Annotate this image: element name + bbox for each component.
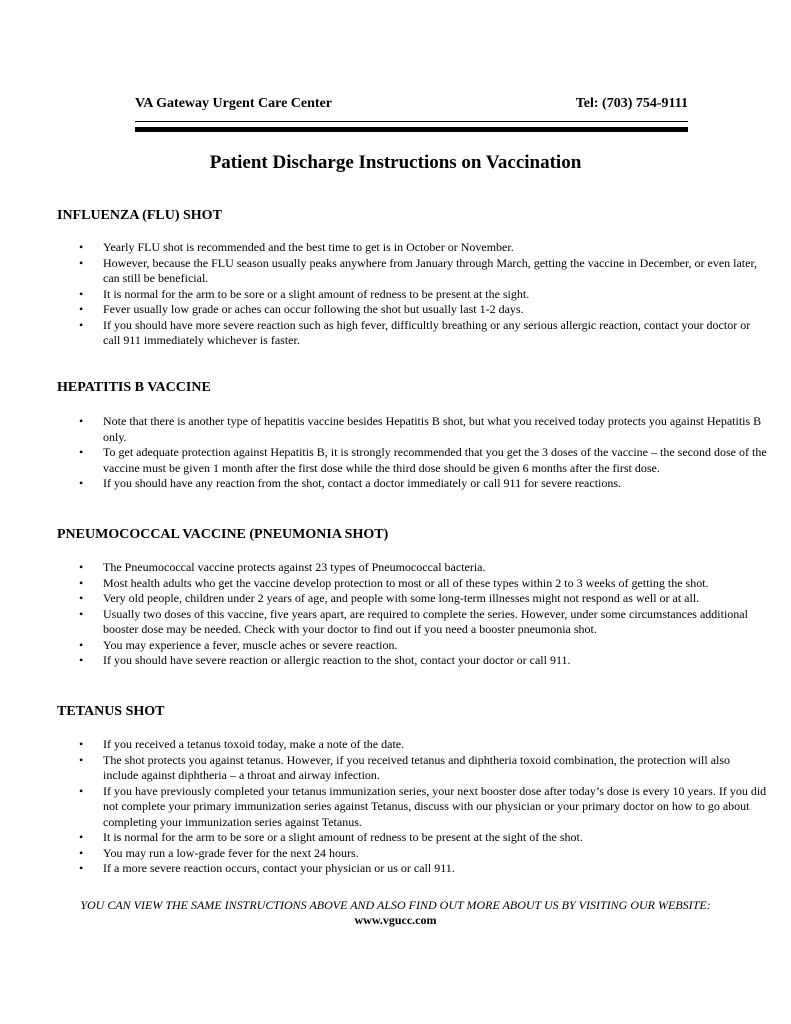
bullet-icon: • xyxy=(79,830,84,844)
bullet-icon: • xyxy=(79,414,84,428)
bullet-icon: • xyxy=(79,575,84,590)
list-item-text: If you have previously completed your tetanus immunization series, your next booster dose after today’s dose is every 10 years. If you did not complete your primary immunization series against Tetanus, discuss with our physician or your primary doctor on how to go about completing your immunization series against Tetanus. xyxy=(103,783,767,829)
bullet-icon: • xyxy=(79,255,84,270)
list-item-text: However, because the FLU season usually peaks anywhere from January through March, getting the vaccine in December, or even later, can still be beneficial. xyxy=(103,255,757,285)
bullet-icon: • xyxy=(79,591,84,605)
clinic-name: VA Gateway Urgent Care Center xyxy=(135,96,332,111)
bullet-icon: • xyxy=(79,653,84,667)
bullet-icon: • xyxy=(79,560,84,574)
bullet-icon: • xyxy=(79,445,84,459)
bullet-list xyxy=(57,560,767,669)
list-item xyxy=(57,653,767,669)
header-rule-thin xyxy=(135,121,688,122)
list-item xyxy=(57,737,767,753)
list-item xyxy=(57,861,767,877)
header-rule-thick xyxy=(135,127,688,132)
list-item-text: Fever usually low grade or aches can occur following the shot but usually last 1-2 days. xyxy=(103,302,524,316)
footer-note: YOU CAN VIEW THE SAME INSTRUCTIONS ABOVE AND ALSO FIND OUT MORE ABOUT US BY VISITING OUR WEBSITE: xyxy=(80,898,711,912)
bullet-list xyxy=(57,737,767,877)
list-item-text: You may run a low-grade fever for the next 24 hours. xyxy=(103,845,359,860)
list-item-text: You may experience a fever, muscle aches or severe reaction. xyxy=(103,637,398,652)
list-item xyxy=(57,753,767,784)
list-item xyxy=(57,240,767,256)
list-item xyxy=(57,638,767,654)
list-item xyxy=(57,287,767,303)
list-item xyxy=(57,318,767,349)
section-heading: PNEUMOCOCCAL VACCINE (PNEUMONIA SHOT) xyxy=(57,527,389,542)
bullet-list xyxy=(57,240,767,349)
section-heading: TETANUS SHOT xyxy=(57,704,165,719)
bullet-icon: • xyxy=(79,637,84,652)
bullet-icon: • xyxy=(79,861,84,875)
bullet-icon: • xyxy=(79,752,84,767)
bullet-list xyxy=(57,414,767,492)
bullet-icon: • xyxy=(79,302,84,316)
list-item xyxy=(57,591,767,607)
bullet-icon: • xyxy=(79,845,84,860)
list-item xyxy=(57,576,767,592)
list-item xyxy=(57,846,767,862)
clinic-phone: Tel: (703) 754-9111 xyxy=(575,96,688,111)
list-item xyxy=(57,560,767,576)
bullet-icon: • xyxy=(79,286,84,301)
bullet-icon: • xyxy=(79,240,84,254)
list-item xyxy=(57,476,767,492)
list-item-text: Yearly FLU shot is recommended and the best time to get is in October or November. xyxy=(103,240,514,254)
letterhead xyxy=(135,96,688,116)
website-link[interactable]: www.vgucc.com xyxy=(354,913,437,927)
section-tetanus xyxy=(57,704,767,875)
list-item xyxy=(57,830,767,846)
list-item-text: If you received a tetanus toxoid today, make a note of the date. xyxy=(103,737,405,751)
section-heading: HEPATITIS B VACCINE xyxy=(57,380,211,395)
list-item-text: The shot protects you against tetanus. However, if you received tetanus and diphtheria toxoid combination, the protection will also include against diphtheria – a throat and airway infection. xyxy=(103,752,731,782)
bullet-icon: • xyxy=(79,606,84,621)
list-item xyxy=(57,256,767,287)
list-item-text: If a more severe reaction occurs, contact your physician or us or call 911. xyxy=(103,861,455,875)
list-item-text: Note that there is another type of hepatitis vaccine besides Hepatitis B shot, but what you received today protects you against Hepatitis B only. xyxy=(103,414,762,444)
bullet-icon: • xyxy=(79,476,84,490)
section-heading: INFLUENZA (FLU) SHOT xyxy=(57,208,222,223)
section-hepatitis-b xyxy=(57,380,767,490)
section-pneumococcal xyxy=(57,527,767,667)
bullet-icon: • xyxy=(79,737,84,751)
list-item xyxy=(57,607,767,638)
list-item-text: If you should have any reaction from the shot, contact a doctor immediately or call 911 for severe reactions. xyxy=(103,476,622,490)
list-item-text: The Pneumococcal vaccine protects against 23 types of Pneumococcal bacteria. xyxy=(103,560,486,574)
bullet-icon: • xyxy=(79,317,84,332)
list-item-text: Most health adults who get the vaccine develop protection to most or all of these types within 2 to 3 weeks of getting the shot. xyxy=(103,575,709,590)
list-item-text: It is normal for the arm to be sore or a slight amount of redness to be present at the sight. xyxy=(103,286,530,301)
list-item-text: Usually two doses of this vaccine, five years apart, are required to complete the series. However, under some circumstances additional booster dose may be needed. Check with your doctor to find out if you need a booster pneumonia shot. xyxy=(103,606,748,636)
document-title: Patient Discharge Instructions on Vaccination xyxy=(209,152,582,173)
list-item-text: Very old people, children under 2 years of age, and people with some long-term illnesses might not respond as well or at all. xyxy=(103,591,700,605)
list-item xyxy=(57,784,767,831)
list-item xyxy=(57,445,767,476)
list-item-text: If you should have more severe reaction such as high fever, difficultly breathing or any serious allergic reaction, contact your doctor or call 911 immediately whichever is faster. xyxy=(103,317,751,347)
list-item-text: It is normal for the arm to be sore or a slight amount of redness to be present at the sight of the shot. xyxy=(103,830,583,844)
bullet-icon: • xyxy=(79,783,84,798)
list-item-text: To get adequate protection against Hepatitis B, it is strongly recommended that you get the 3 doses of the vaccine – the second dose of the vaccine must be given 1 month after the first dose while the third dose should be given 6 months after the first dose. xyxy=(103,445,767,475)
footer xyxy=(0,898,791,928)
list-item xyxy=(57,302,767,318)
list-item xyxy=(57,414,767,445)
list-item-text: If you should have severe reaction or allergic reaction to the shot, contact your doctor or call 911. xyxy=(103,653,571,667)
section-flu xyxy=(57,208,767,347)
